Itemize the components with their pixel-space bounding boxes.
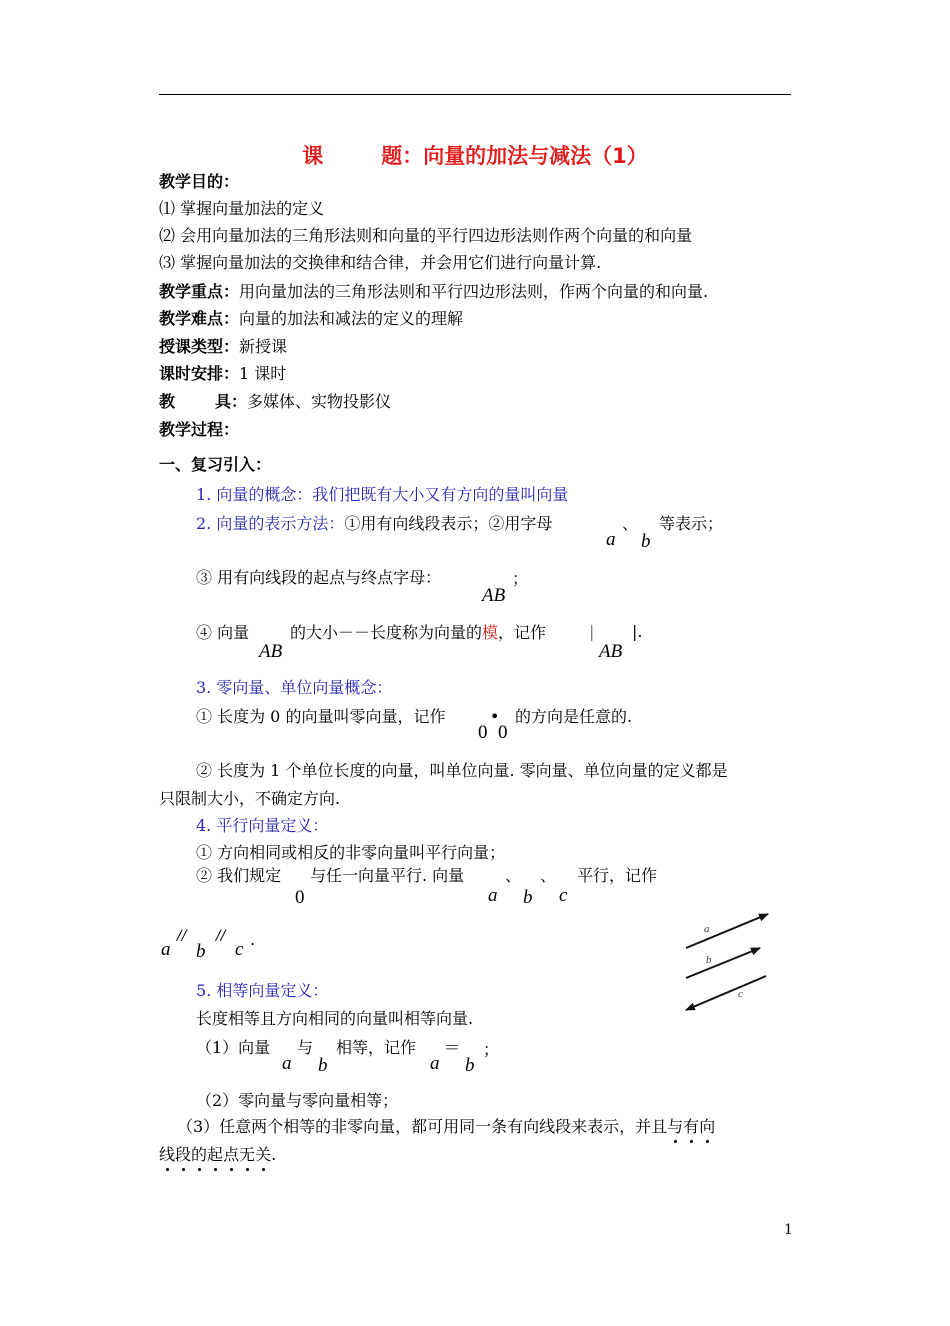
- equal-3-text: （3）任意两个相等的非零向量，都可用同一条有向线段来表示，并且: [177, 1117, 668, 1136]
- process-label: 教学过程：: [159, 420, 240, 439]
- endpoint-letters-text: ③ 用有向线段的起点与终点字母：: [196, 568, 442, 587]
- modulus-a: ④ 向量: [196, 623, 250, 642]
- endpoint-letters-end: ；: [512, 569, 529, 588]
- parallel-heading: 4. 平行向量定义：: [196, 816, 329, 835]
- equal-heading: 5. 相等向量定义：: [196, 981, 329, 1000]
- emphasis-char: 线: [159, 1145, 176, 1164]
- modulus-red: 模: [482, 623, 499, 642]
- time-label: 课时安排：: [159, 364, 240, 383]
- emphasis-char: 起: [207, 1145, 224, 1164]
- var-AB: AB: [482, 585, 506, 606]
- emphasis-char: 点: [223, 1145, 240, 1164]
- time-text: 1 课时: [239, 364, 287, 383]
- var-a: a: [606, 529, 616, 550]
- parallel-rule-b: 与任一向量平行. 向量: [310, 866, 465, 885]
- vector-b-arrow: [686, 948, 760, 978]
- focus-row: [159, 282, 708, 301]
- objective-item-3: ⑶ 掌握向量加法的交换律和结合律，并会用它们进行向量计算.: [159, 253, 602, 272]
- objectives-heading: 教学目的：: [159, 172, 240, 191]
- emphasis-char: 无: [239, 1145, 256, 1164]
- objective-item-1: ⑴ 掌握向量加法的定义: [159, 199, 325, 218]
- concept-vector: 1. 向量的概念：我们把既有大小又有方向的量叫向量: [196, 485, 569, 504]
- emphasis-char: 的: [191, 1145, 208, 1164]
- zero-symbol-2: 0: [498, 722, 508, 743]
- zero-vector-text: ① 长度为 0 的向量叫零向量，记作: [196, 707, 446, 726]
- zero-unit-heading: 3. 零向量、单位向量概念：: [196, 678, 393, 697]
- representation-row: [196, 514, 552, 533]
- vector-c-arrow: [686, 976, 766, 1010]
- parallel-zero: 0: [295, 887, 305, 908]
- modulus-end: |.: [632, 622, 643, 641]
- page-number: 1: [784, 1222, 793, 1238]
- focus-label: 教学重点：: [159, 282, 240, 301]
- title-prefix: 课: [302, 144, 324, 168]
- parallel-sep-2: 、: [540, 866, 557, 885]
- tools-label-2: 具：: [215, 392, 248, 411]
- title-text: 向量的加法与减法（1）: [423, 144, 648, 168]
- time-row: [159, 364, 286, 383]
- representation-label: 2. 向量的表示方法：: [196, 514, 345, 533]
- section-heading: 一、复习引入：: [159, 455, 272, 474]
- label-b: b: [706, 954, 712, 966]
- header-rule: [159, 94, 791, 95]
- label-c: c: [738, 988, 743, 1000]
- difficulty-label: 教学难点：: [159, 309, 240, 328]
- unit-vector-line-1: ② 长度为 1 个单位长度的向量，叫单位向量. 零向量、单位向量的定义都是: [196, 761, 728, 780]
- modulus-row: [290, 623, 546, 642]
- equal-1-a: （1）向量: [196, 1038, 271, 1057]
- parallel-def: ① 方向相同或相反的非零向量叫平行向量；: [196, 843, 506, 862]
- emphasis-char: 与: [667, 1117, 684, 1136]
- zero-vector-end: 的方向是任意的.: [515, 707, 633, 726]
- var-AB-2: AB: [259, 641, 283, 662]
- parallel-vectors-figure: [676, 906, 776, 1016]
- par-symbol-1: //: [177, 928, 187, 944]
- difficulty-text: 向量的加法和减法的定义的理解: [239, 309, 464, 328]
- equal-var-a-2: a: [430, 1053, 440, 1074]
- unit-vector-line-2: 只限制大小，不确定方向.: [159, 789, 341, 808]
- emphasis-char: 段: [175, 1145, 192, 1164]
- par-symbol-2: //: [216, 928, 226, 944]
- equal-1-end: ；: [483, 1040, 500, 1059]
- tools-row: [159, 392, 391, 411]
- parallel-rule-c: 平行，记作: [577, 866, 658, 885]
- type-label: 授课类型：: [159, 337, 240, 356]
- equal-3-line-1: [177, 1117, 715, 1136]
- separator: 、: [622, 514, 639, 533]
- equal-sign: ＝: [444, 1038, 461, 1057]
- var-AB-3: AB: [599, 641, 623, 662]
- equal-1-b: 与: [297, 1038, 314, 1057]
- parallel-var-c: c: [559, 885, 568, 906]
- modulus-b: 的大小－－长度称为向量的: [290, 623, 483, 642]
- equal-3-line-2: [159, 1145, 276, 1164]
- representation-end: 等表示；: [659, 514, 724, 533]
- equal-var-b-2: b: [465, 1055, 475, 1076]
- parallel-rule-a: ② 我们规定: [196, 866, 282, 885]
- parallel-var-a: a: [488, 885, 498, 906]
- type-row: [159, 337, 287, 356]
- page-title: [0, 140, 950, 170]
- equal-var-b: b: [318, 1055, 328, 1076]
- vector-a-arrow: [686, 914, 768, 948]
- equal-var-a: a: [282, 1053, 292, 1074]
- tools-text: 多媒体、实物投影仪: [247, 392, 392, 411]
- equal-1-c: 相等，记作: [336, 1038, 417, 1057]
- representation-text: ①用有向线段表示；②用字母: [344, 514, 553, 533]
- title-label: 题：: [381, 144, 424, 168]
- zero-symbol: 0: [478, 722, 488, 743]
- par-var-b: b: [196, 941, 206, 962]
- equal-3-end: .: [271, 1145, 277, 1164]
- emphasis-char: 向: [699, 1117, 716, 1136]
- focus-text: 用向量加法的三角形法则和平行四边形法则，作两个向量的和向量.: [239, 282, 709, 301]
- par-var-a: a: [161, 939, 171, 960]
- type-text: 新授课: [239, 337, 288, 356]
- modulus-c: ，记作: [498, 623, 547, 642]
- difficulty-row: [159, 309, 463, 328]
- parallel-var-b: b: [523, 887, 533, 908]
- zero-dot: •: [490, 707, 500, 726]
- tools-label-1: 教: [159, 392, 176, 411]
- var-b: b: [641, 531, 651, 552]
- emphasis-char: 有: [683, 1117, 700, 1136]
- parallel-sep-1: 、: [505, 866, 522, 885]
- modulus-bar-left: |: [589, 622, 595, 641]
- emphasis-char: 关: [255, 1145, 272, 1164]
- equal-def: 长度相等且方向相同的向量叫相等向量.: [196, 1009, 474, 1028]
- par-end: .: [250, 930, 256, 949]
- objective-item-2: ⑵ 会用向量加法的三角形法则和向量的平行四边形法则作两个向量的和向量: [159, 226, 693, 245]
- par-var-c: c: [235, 939, 244, 960]
- equal-2: （2）零向量与零向量相等；: [196, 1091, 399, 1110]
- label-a: a: [704, 923, 710, 935]
